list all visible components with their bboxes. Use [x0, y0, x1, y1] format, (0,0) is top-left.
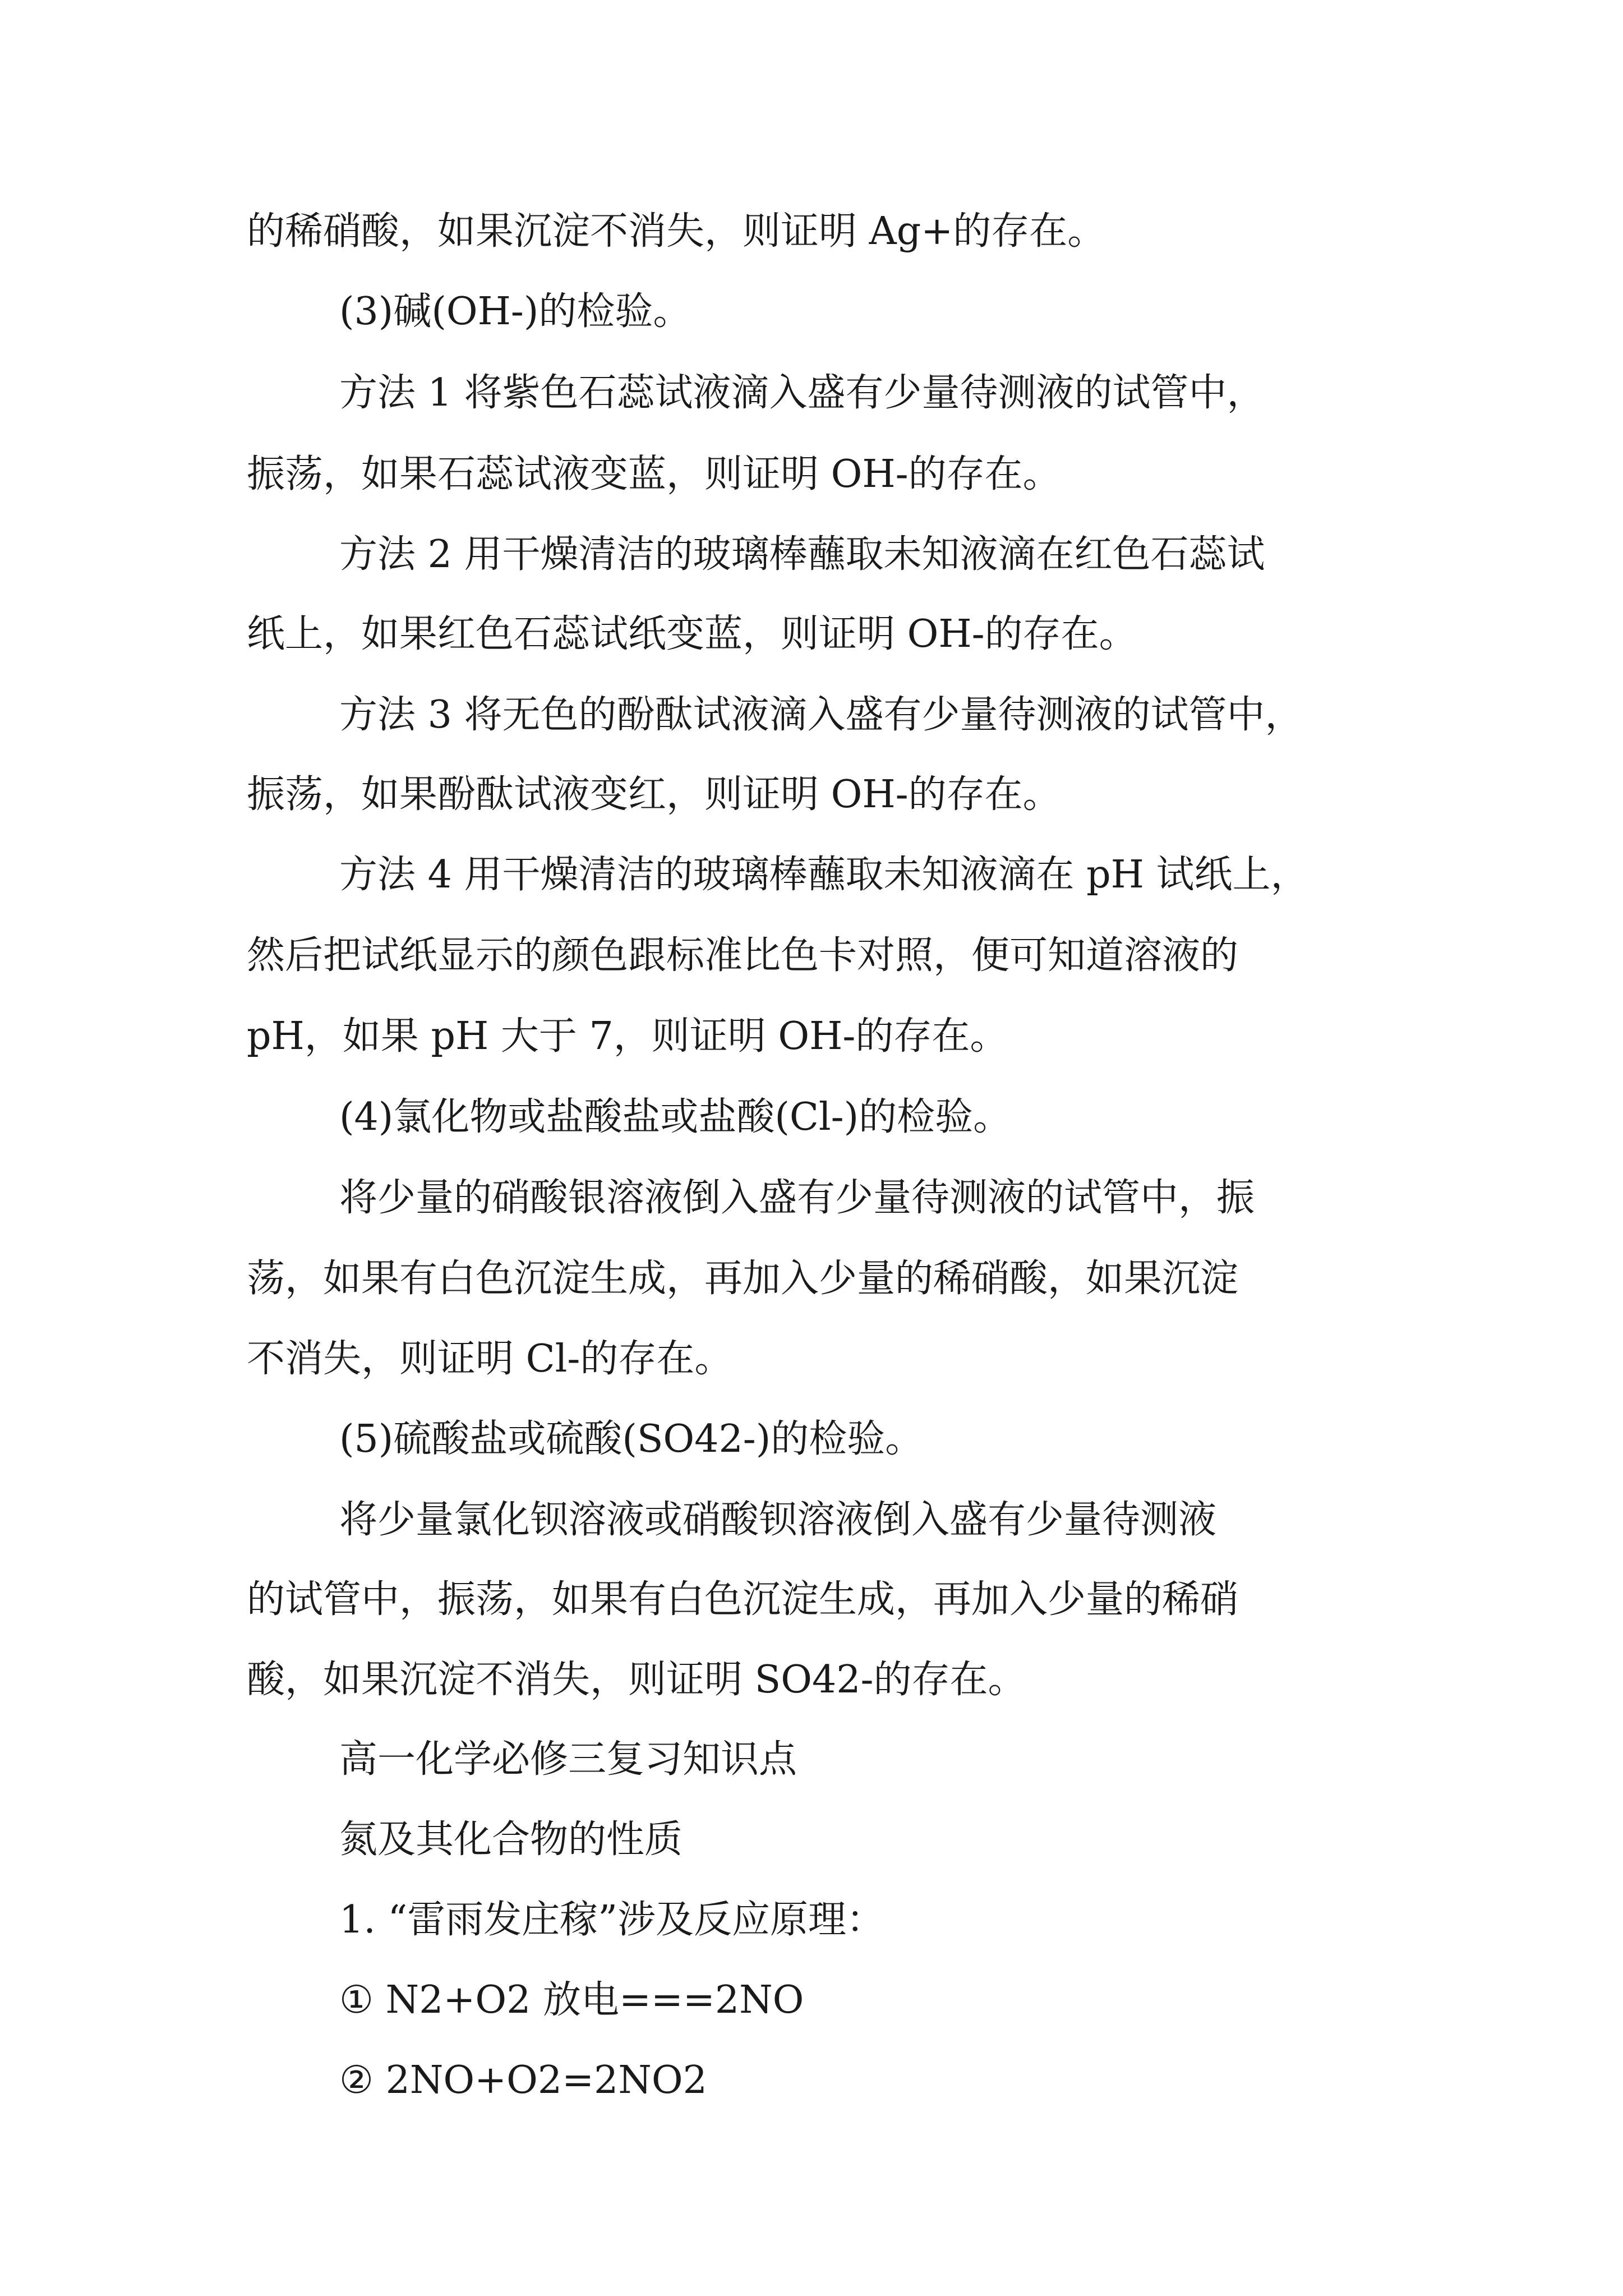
- text-line-3: 方法 1 将紫色石蕊试液滴入盛有少量待测液的试管中，: [339, 371, 1265, 415]
- section-heading-5: (5)硫酸盐或硫酸(SO42-)的检验。: [339, 1417, 924, 1461]
- text-line-13: 将少量的硝酸银溶液倒入盛有少量待测液的试管中，振: [339, 1176, 1255, 1220]
- text-line-1: 的稀硝酸，如果沉淀不消失，则证明 Ag+的存在。: [247, 209, 1106, 254]
- text-line-18: 的试管中，振荡，如果有白色沉淀生成，再加入少量的稀硝: [247, 1577, 1239, 1622]
- subsection-title: 氮及其化合物的性质: [339, 1818, 683, 1862]
- section-heading-4: (4)氯化物或盐酸盐或盐酸(Cl-)的检验。: [339, 1095, 1012, 1139]
- text-line-17: 将少量氯化钡溶液或硝酸钡溶液倒入盛有少量待测液: [339, 1498, 1217, 1542]
- section-heading-3: (3)碱(OH-)的检验。: [339, 289, 691, 334]
- text-line-4: 振荡，如果石蕊试液变蓝，则证明 OH-的存在。: [247, 452, 1061, 496]
- text-line-19: 酸，如果沉淀不消失，则证明 SO42-的存在。: [247, 1658, 1026, 1702]
- text-line-15: 不消失，则证明 Cl-的存在。: [247, 1337, 733, 1381]
- reaction-equation-1: ① N2+O2 放电===2NO: [339, 1978, 804, 2022]
- text-line-5: 方法 2 用干燥清洁的玻璃棒蘸取未知液滴在红色石蕊试: [339, 532, 1265, 577]
- text-line-6: 纸上，如果红色石蕊试纸变蓝，则证明 OH-的存在。: [247, 612, 1137, 656]
- text-line-9: 方法 4 用干燥清洁的玻璃棒蘸取未知液滴在 pH 试纸上，: [339, 853, 1309, 897]
- section-title: 高一化学必修三复习知识点: [339, 1737, 797, 1782]
- numbered-item-1: 1. “雷雨发庄稼”涉及反应原理：: [339, 1898, 885, 1942]
- text-line-14: 荡，如果有白色沉淀生成，再加入少量的稀硝酸，如果沉淀: [247, 1257, 1239, 1301]
- text-line-8: 振荡，如果酚酞试液变红，则证明 OH-的存在。: [247, 772, 1061, 817]
- reaction-equation-2: ② 2NO+O2=2NO2: [339, 2058, 707, 2102]
- text-line-10: 然后把试纸显示的颜色跟标准比色卡对照，便可知道溶液的: [247, 933, 1239, 978]
- text-line-11: pH，如果 pH 大于 7，则证明 OH-的存在。: [247, 1014, 1008, 1059]
- text-line-7: 方法 3 将无色的酚酞试液滴入盛有少量待测液的试管中，: [339, 693, 1303, 737]
